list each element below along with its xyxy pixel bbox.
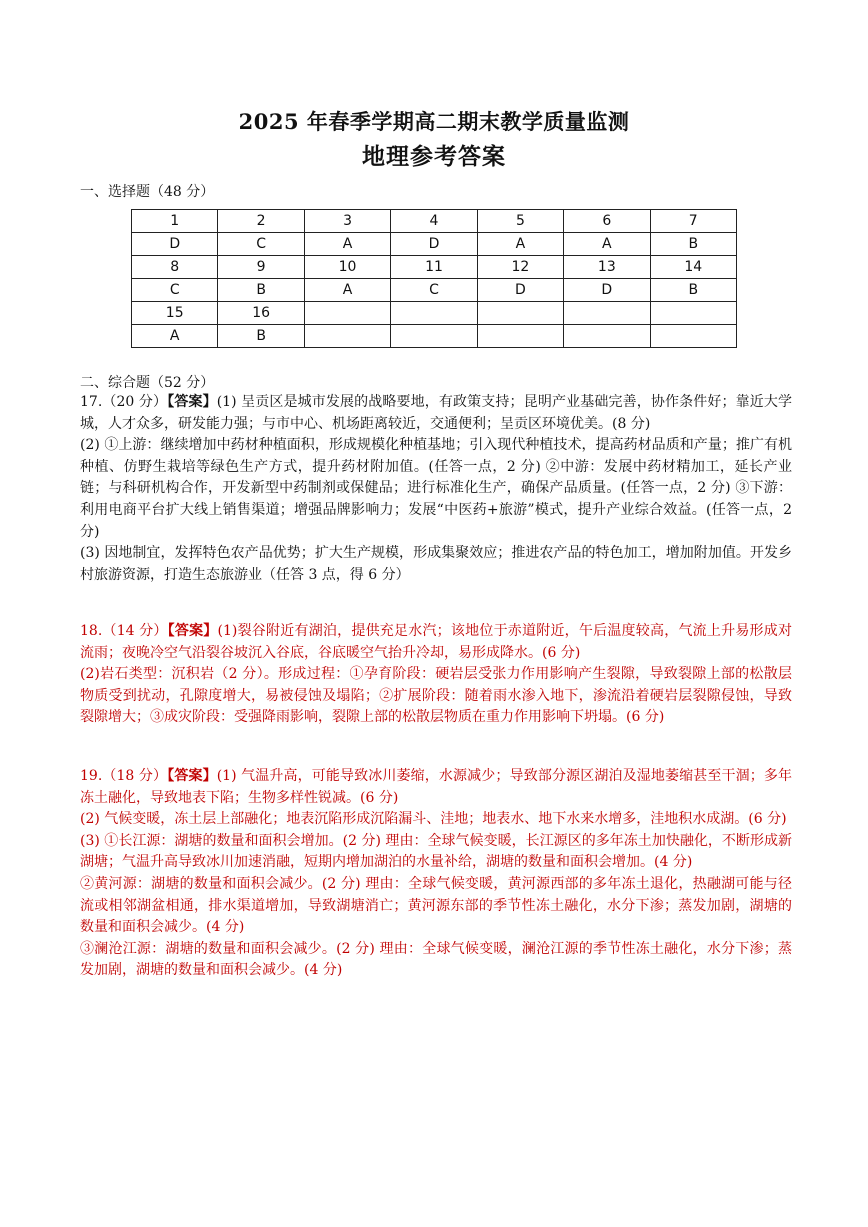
question-number-cell: 7 — [650, 210, 736, 233]
question-number-cell: 2 — [218, 210, 304, 233]
q17-answer-tag: 【答案】 — [167, 394, 217, 410]
answer-letter-cell: D — [477, 279, 563, 302]
q19-part5: ③澜沧江源：湖塘的数量和面积会减少。(2 分) 理由：全球气候变暖，澜沧江源的季节性冻土融化，水分下渗；蒸发加剧，湖塘的数量和面积会减少。(4 分) — [80, 940, 792, 979]
answer-letter-cell: D — [132, 233, 218, 256]
answer-letter-cell: C — [391, 279, 477, 302]
q19-part4: ②黄河源：湖塘的数量和面积会减少。(2 分) 理由：全球气候变暖，黄河源西部的多年冻土退化，热融湖可能与径流或相邻湖盆相通，排水渠道增加，导致湖塘消亡；黄河源东部的季节性冻土融化，水分下渗；蒸发加剧，湖塘的数量和面积会减少。(4 分) — [80, 875, 792, 936]
answer-letter-cell: B — [218, 325, 304, 348]
question-number-cell: 4 — [391, 210, 477, 233]
question-17-answer — [80, 392, 792, 586]
answer-letter-row — [132, 325, 737, 348]
answer-letter-cell — [477, 325, 563, 348]
question-number-cell: 13 — [564, 256, 650, 279]
q19-head: 19.（18 分） — [80, 768, 168, 784]
question-number-cell: 5 — [477, 210, 563, 233]
answer-letter-cell: A — [304, 233, 390, 256]
q19-part2: (2) 气候变暖，冻土层上部融化；地表沉陷形成沉陷漏斗、洼地；地表水、地下水来水增多，洼地积水成湖。(6 分) — [80, 811, 787, 828]
choice-answer-table — [131, 209, 737, 348]
question-number-row — [132, 256, 737, 279]
question-19-answer — [80, 766, 792, 982]
question-number-cell: 8 — [132, 256, 218, 279]
answer-letter-cell — [650, 325, 736, 348]
answer-letter-cell — [304, 325, 390, 348]
q19-part3: (3) ①长江源：湖塘的数量和面积会增加。(2 分) 理由：全球气候变暖，长江源区的多年冻土加快融化，不断形成新湖塘；气温升高导致冰川加速消融，短期内增加湖泊的水量补给，湖塘的数量和面积会增加。(4 分) — [80, 832, 792, 871]
q18-part1 — [80, 621, 792, 664]
q19-part1-text: (1) 气温升高，可能导致冰川萎缩，水源减少；导致部分源区湖泊及湿地萎缩甚至干涸；多年冻土融化，导致地表下陷；生物多样性锐减。(6 分) — [80, 768, 793, 806]
q17-part1-text: (1) 呈贡区是城市发展的战略要地，有政策支持；昆明产业基础完善，协作条件好；靠近大学城，人才众多，研发能力强；与市中心、机场距离较近，交通便利；呈贡区环境优美。(8 分) — [80, 394, 793, 432]
answer-letter-cell: B — [650, 233, 736, 256]
q17-part1 — [80, 392, 792, 435]
question-number-cell: 15 — [132, 302, 218, 325]
question-18-answer — [80, 621, 792, 729]
question-number-cell: 14 — [650, 256, 736, 279]
answer-letter-cell: A — [132, 325, 218, 348]
answer-letter-cell: A — [304, 279, 390, 302]
exam-subtitle: 地理参考答案 — [362, 143, 506, 170]
question-number-cell: 9 — [218, 256, 304, 279]
section-comprehensive-heading: 二、综合题（52 分） — [80, 375, 215, 391]
answer-letter-cell: D — [564, 279, 650, 302]
answer-letter-cell: A — [564, 233, 650, 256]
question-number-cell — [391, 302, 477, 325]
exam-title: 2025 年春季学期高二期末教学质量监测 — [238, 109, 630, 134]
q19-answer-tag: 【答案】 — [167, 768, 217, 784]
answer-letter-cell — [564, 325, 650, 348]
question-number-cell — [564, 302, 650, 325]
answer-letter-cell — [391, 325, 477, 348]
question-number-cell — [477, 302, 563, 325]
answer-letter-cell: B — [218, 279, 304, 302]
answer-letter-cell: D — [391, 233, 477, 256]
q19-part1 — [80, 766, 792, 809]
question-number-cell — [304, 302, 390, 325]
section-choice-heading: 一、选择题（48 分） — [80, 184, 215, 200]
q18-part2: (2)岩石类型：沉积岩（2 分）。形成过程：①孕育阶段：硬岩层受张力作用影响产生裂隙，导致裂隙上部的松散层物质受到扰动，孔隙度增大，易被侵蚀及塌陷；②扩展阶段：随着雨水渗入地下，渗流沿着硬岩层裂隙侵蚀，导致裂隙增大；③成灾阶段：受强降雨影响，裂隙上部的松散层物质在重力作用影响下坍塌。(6 分) — [80, 666, 792, 726]
q18-head: 18.（14 分） — [80, 623, 168, 639]
q18-answer-tag: 【答案】 — [167, 623, 218, 639]
question-number-cell: 1 — [132, 210, 218, 233]
question-number-cell: 10 — [304, 256, 390, 279]
answer-letter-row — [132, 233, 737, 256]
answer-letter-row — [132, 279, 737, 302]
question-number-cell: 6 — [564, 210, 650, 233]
q18-part1-text: (1)裂谷附近有湖泊，提供充足水汽；该地位于赤道附近，午后温度较高，气流上升易形成对流雨；夜晚冷空气沿裂谷坡沉入谷底，谷底暖空气抬升冷却，易形成降水。(6 分) — [80, 623, 792, 661]
question-number-cell: 16 — [218, 302, 304, 325]
question-number-cell: 12 — [477, 256, 563, 279]
question-number-cell: 11 — [391, 256, 477, 279]
answer-letter-cell: C — [132, 279, 218, 302]
q17-part3: (3) 因地制宜，发挥特色农产品优势；扩大生产规模，形成集聚效应；推进农产品的特色加工，增加附加值。开发乡村旅游资源，打造生态旅游业（任答 3 点，得 6 分） — [80, 545, 792, 583]
answer-letter-cell: A — [477, 233, 563, 256]
answer-letter-cell: B — [650, 279, 736, 302]
question-number-row — [132, 210, 737, 233]
question-number-cell: 3 — [304, 210, 390, 233]
question-number-row — [132, 302, 737, 325]
answer-letter-cell: C — [218, 233, 304, 256]
question-number-cell — [650, 302, 736, 325]
q17-part2: (2) ①上游：继续增加中药材种植面积，形成规模化种植基地；引入现代种植技术，提高药材品质和产量；推广有机种植、仿野生栽培等绿色生产方式，提升药材附加值。(任答一点，2 分) ②中游：发展中药材精加工，延长产业链；与科研机构合作，开发新型中药制剂或保健品；进行标准化生产，确保产品质量。(任答一点，2 分) ③下游：利用电商平台扩大线上销售渠道；增强品牌影响力；发展“中医药+旅游”模式，提升产业综合效益。(任答一点，2 分) — [80, 437, 792, 540]
q17-head: 17.（20 分） — [80, 394, 168, 410]
